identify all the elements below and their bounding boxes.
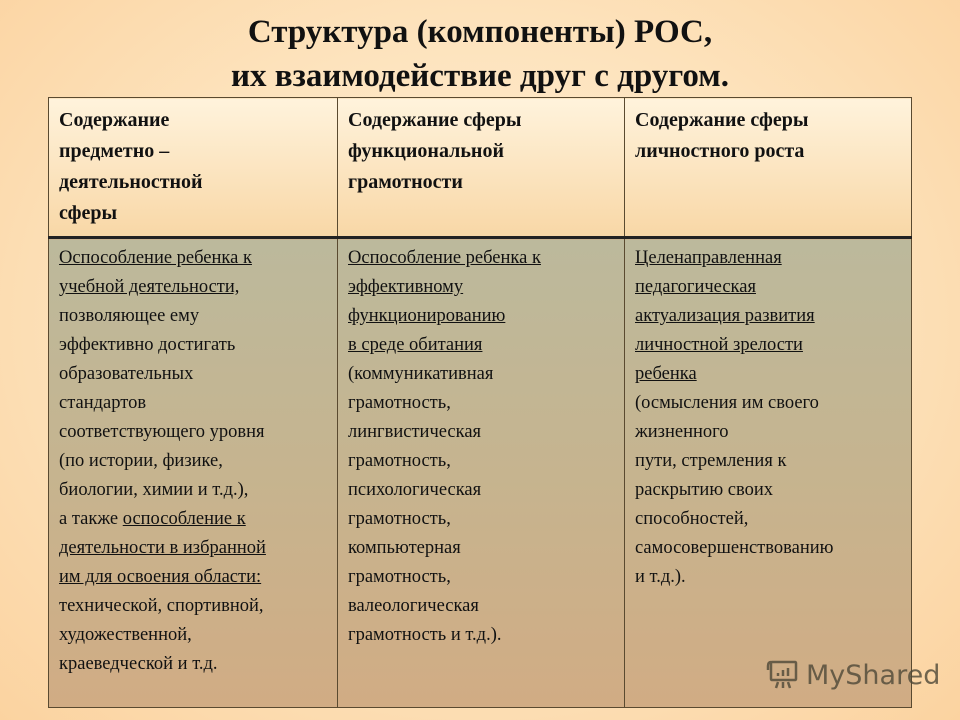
header-row	[49, 98, 912, 238]
content-line	[635, 389, 903, 418]
header-line: функциональной	[348, 140, 504, 162]
content-line	[348, 302, 616, 331]
content-line	[635, 331, 903, 360]
text-segment: грамотность,	[348, 509, 451, 529]
content-line	[635, 418, 903, 447]
content-line	[348, 418, 616, 447]
underlined-text: Целенаправленная	[635, 248, 782, 268]
content-line	[635, 476, 903, 505]
content-line	[59, 302, 329, 331]
content-line	[635, 505, 903, 534]
content-line	[348, 505, 616, 534]
text-segment: (по истории, физике,	[59, 451, 223, 471]
components-table	[48, 97, 912, 708]
text-segment: грамотность,	[348, 451, 451, 471]
header-line: Содержание сферы	[348, 109, 522, 131]
content-line	[635, 563, 903, 592]
content-line	[59, 505, 329, 534]
text-segment: способностей,	[635, 509, 749, 529]
text-segment: (осмысления им своего	[635, 393, 819, 413]
underlined-text: в среде обитания	[348, 335, 483, 355]
header-cell	[49, 98, 338, 238]
header-cell	[625, 98, 912, 238]
underlined-text: Оспособление ребенка к	[59, 248, 252, 268]
content-line	[348, 389, 616, 418]
underlined-text: педагогическая	[635, 277, 756, 297]
text-segment: раскрытию своих	[635, 480, 773, 500]
content-line	[635, 273, 903, 302]
content-line	[59, 389, 329, 418]
text-segment: самосовершенствованию	[635, 538, 834, 558]
text-segment: лингвистическая	[348, 422, 482, 442]
content-line	[59, 331, 329, 360]
content-cell	[49, 238, 338, 708]
header-line: грамотности	[348, 171, 463, 193]
content-line	[348, 244, 616, 273]
text-segment: пути, стремления к	[635, 451, 787, 471]
text-segment: (коммуникативная	[348, 364, 494, 384]
content-line	[348, 360, 616, 389]
text-segment: компьютерная	[348, 538, 461, 558]
content-line	[348, 621, 616, 650]
underlined-text: актуализация развития	[635, 306, 815, 326]
content-line	[348, 476, 616, 505]
content-cell	[338, 238, 625, 708]
header-cell	[338, 98, 625, 238]
text-segment: и т.д.).	[635, 567, 686, 587]
text-segment: образовательных	[59, 364, 194, 384]
text-segment: биологии, химии и т.д.),	[59, 480, 249, 500]
slide-title-line: их взаимодействие друг с другом.	[230, 58, 729, 94]
underlined-text: функционированию	[348, 306, 506, 326]
text-segment: стандартов	[59, 393, 147, 413]
text-segment: позволяющее ему	[59, 306, 200, 326]
content-row	[49, 238, 912, 708]
text-segment: краеведческой и т.д.	[59, 654, 218, 674]
content-line	[348, 331, 616, 360]
content-line	[59, 418, 329, 447]
content-line	[348, 563, 616, 592]
text-segment: эффективно достигать	[59, 335, 236, 355]
slide-title-line: Структура (компоненты) РОС,	[247, 14, 713, 50]
header-line: Содержание	[59, 109, 170, 131]
content-line	[59, 650, 329, 679]
content-line	[59, 563, 329, 592]
watermark-logo	[766, 658, 940, 692]
content-line	[635, 447, 903, 476]
content-line	[635, 360, 903, 389]
presentation-chart-icon	[766, 658, 800, 692]
header-line: предметно –	[59, 140, 170, 162]
underlined-text: личностной зрелости	[635, 335, 803, 355]
text-segment: художественной,	[59, 625, 192, 645]
underlined-text: учебной деятельности,	[59, 277, 240, 297]
slide-title	[0, 10, 960, 98]
content-cell	[625, 238, 912, 708]
content-line	[59, 273, 329, 302]
watermark-text: MyShared	[806, 659, 941, 691]
text-segment: жизненного	[635, 422, 729, 442]
content-line	[348, 592, 616, 621]
content-line	[635, 302, 903, 331]
text-segment: а также	[59, 509, 123, 529]
content-line	[348, 447, 616, 476]
content-line	[635, 534, 903, 563]
header-line: Содержание сферы	[635, 109, 809, 131]
content-line	[59, 534, 329, 563]
content-line	[59, 244, 329, 273]
text-segment: соответствующего уровня	[59, 422, 265, 442]
content-line	[59, 592, 329, 621]
header-line: личностного роста	[635, 140, 805, 162]
text-segment: грамотность и т.д.).	[348, 625, 502, 645]
underlined-text: эффективному	[348, 277, 464, 297]
content-line	[635, 244, 903, 273]
content-line	[348, 534, 616, 563]
text-segment: грамотность,	[348, 567, 451, 587]
content-line	[59, 447, 329, 476]
underlined-text: им для освоения области:	[59, 567, 262, 587]
text-segment: психологическая	[348, 480, 482, 500]
content-line	[59, 360, 329, 389]
text-segment: грамотность,	[348, 393, 451, 413]
underlined-text: деятельности в избранной	[59, 538, 266, 558]
text-segment: валеологическая	[348, 596, 479, 616]
header-line: деятельностной	[59, 171, 203, 193]
content-line	[59, 476, 329, 505]
content-line	[59, 621, 329, 650]
content-line	[348, 273, 616, 302]
header-line: сферы	[59, 202, 118, 224]
underlined-text: оспособление к	[122, 509, 246, 529]
underlined-text: Оспособление ребенка к	[348, 248, 541, 268]
text-segment: технической, спортивной,	[59, 596, 264, 616]
underlined-text: ребенка	[635, 364, 697, 384]
